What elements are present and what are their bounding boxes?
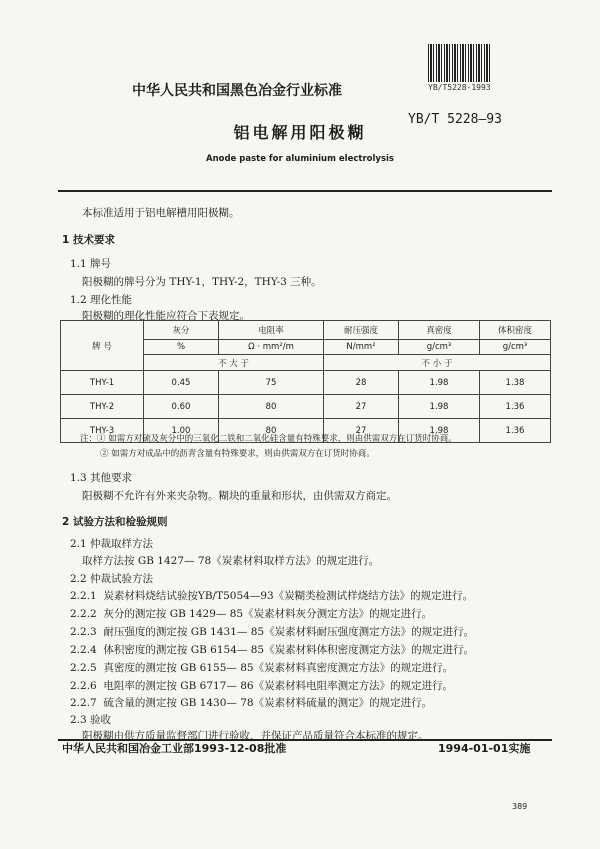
cell-bulk-density: 1.36 <box>480 419 551 443</box>
limit-not-greater-than: 不 大 于 <box>144 355 324 371</box>
clause-2-2-2 <box>70 606 432 621</box>
section-2-3-heading: 2.3 验收 <box>70 714 112 726</box>
clause-2-2-3 <box>70 624 474 639</box>
header-resistivity: 电阻率 <box>219 321 324 340</box>
clause-text: 硫含量的测定按 GB 1430— 78《炭素材料硫量的测定》的规定进行。 <box>103 697 433 709</box>
unit-compressive-strength: N/mm² <box>324 340 399 355</box>
cell-true-density: 1.98 <box>399 395 480 419</box>
table-row <box>61 395 551 419</box>
clause-2-2-1 <box>70 588 473 603</box>
header-ash: 灰分 <box>144 321 219 340</box>
section-2-2-heading: 2.2 仲裁试验方法 <box>70 573 154 585</box>
header-grade: 牌 号 <box>61 321 144 371</box>
clause-number: 2.2.1 <box>70 590 97 602</box>
header-compressive-strength: 耐压强度 <box>324 321 399 340</box>
header-true-density: 真密度 <box>399 321 480 340</box>
clause-number: 2.2.2 <box>70 608 97 620</box>
unit-resistivity: Ω · mm²/m <box>219 340 324 355</box>
cell-resistivity: 80 <box>219 419 324 443</box>
barcode-text: YB/T5228-1993 <box>428 83 491 92</box>
clause-text: 体积密度的测定按 GB 6154— 85《炭素材料体积密度测定方法》的规定进行。 <box>103 644 475 656</box>
clause-text: 电阻率的测定按 GB 6717— 86《炭素材料电阻率测定方法》的规定进行。 <box>103 680 454 692</box>
clause-number: 2.2.4 <box>70 644 97 656</box>
cell-ash: 1.00 <box>144 419 219 443</box>
section-2-1-text: 取样方法按 GB 1427— 78《炭素材料取样方法》的规定进行。 <box>82 555 380 567</box>
properties-table <box>60 320 551 443</box>
section-1-3-text: 阳极糊不允许有外来夹杂物。糊块的重量和形状，由供需双方商定。 <box>82 490 397 502</box>
cell-bulk-density: 1.38 <box>480 371 551 395</box>
document-title-cn: 铝电解用阳极糊 <box>233 123 367 142</box>
cell-true-density: 1.98 <box>399 371 480 395</box>
cell-bulk-density: 1.36 <box>480 395 551 419</box>
cell-resistivity: 75 <box>219 371 324 395</box>
unit-true-density: g/cm³ <box>399 340 480 355</box>
barcode-image <box>428 44 492 82</box>
clause-number: 2.2.6 <box>70 680 97 692</box>
cell-true-density: 1.98 <box>399 419 480 443</box>
cell-compressive-strength: 27 <box>324 419 399 443</box>
cell-compressive-strength: 28 <box>324 371 399 395</box>
section-1-heading: 1 技术要求 <box>62 234 115 246</box>
clause-text: 炭素材料烧结试验按YB/T5054—93《炭糊类检测试样烧结方法》的规定进行。 <box>103 590 474 602</box>
cell-ash: 0.45 <box>144 371 219 395</box>
unit-bulk-density: g/cm³ <box>480 340 551 355</box>
header-bulk-density: 体积密度 <box>480 321 551 340</box>
section-2-3-text: 阳极糊由供方质量监督部门进行验收，并保证产品质量符合本标准的规定。 <box>82 730 429 742</box>
clause-2-2-5 <box>70 660 453 675</box>
clause-number: 2.2.3 <box>70 626 97 638</box>
clause-number: 2.2.7 <box>70 697 97 709</box>
approval-line: 中华人民共和国冶金工业部1993-12-08批准 <box>62 742 287 755</box>
header-rule <box>58 190 552 192</box>
table-note-2: ② 如需方对成品中的沥青含量有特殊要求，则由供需双方在订货时协商。 <box>100 449 375 459</box>
section-1-1-text: 阳极糊的牌号分为 THY-1，THY-2，THY-3 三种。 <box>82 276 322 288</box>
section-2-heading: 2 试验方法和检验规则 <box>62 516 168 528</box>
section-2-1-heading: 2.1 仲裁取样方法 <box>70 538 154 550</box>
section-1-3-heading: 1.3 其他要求 <box>70 472 133 484</box>
limit-not-less-than: 不 小 于 <box>324 355 551 371</box>
standard-number: YB/T 5228—93 <box>408 112 502 127</box>
cell-grade: THY-1 <box>61 371 144 395</box>
section-1-1-heading: 1.1 牌号 <box>70 258 112 270</box>
effective-date: 1994-01-01实施 <box>438 742 531 755</box>
document-title-en: Anode paste for aluminium electrolysis <box>205 154 394 164</box>
scope-statement: 本标准适用于铝电解槽用阳极糊。 <box>82 207 240 219</box>
issuing-agency: 中华人民共和国黑色冶金行业标准 <box>132 83 342 99</box>
unit-ash: % <box>144 340 219 355</box>
cell-grade: THY-3 <box>61 419 144 443</box>
section-1-2-heading: 1.2 理化性能 <box>70 294 133 306</box>
clause-text: 真密度的测定按 GB 6155— 85《炭素材料真密度测定方法》的规定进行。 <box>103 662 454 674</box>
cell-compressive-strength: 27 <box>324 395 399 419</box>
clause-text: 灰分的测定按 GB 1429— 85《炭素材料灰分测定方法》的规定进行。 <box>103 608 433 620</box>
clause-2-2-6 <box>70 678 453 693</box>
table-row <box>61 371 551 395</box>
page-number: 389 <box>512 802 528 811</box>
section-1-2-text: 阳极糊的理化性能应符合下表规定。 <box>82 310 250 322</box>
clause-number: 2.2.5 <box>70 662 97 674</box>
cell-resistivity: 80 <box>219 395 324 419</box>
cell-grade: THY-2 <box>61 395 144 419</box>
table-note-1: 注：① 如需方对硫及灰分中的三氧化二铁和二氧化硅含量有特殊要求，则由供需双方在订货时协商。 <box>80 434 457 444</box>
clause-2-2-7 <box>70 695 432 710</box>
cell-ash: 0.60 <box>144 395 219 419</box>
clause-2-2-4 <box>70 642 474 657</box>
clause-text: 耐压强度的测定按 GB 1431— 85《炭素材料耐压强度测定方法》的规定进行。 <box>103 626 475 638</box>
